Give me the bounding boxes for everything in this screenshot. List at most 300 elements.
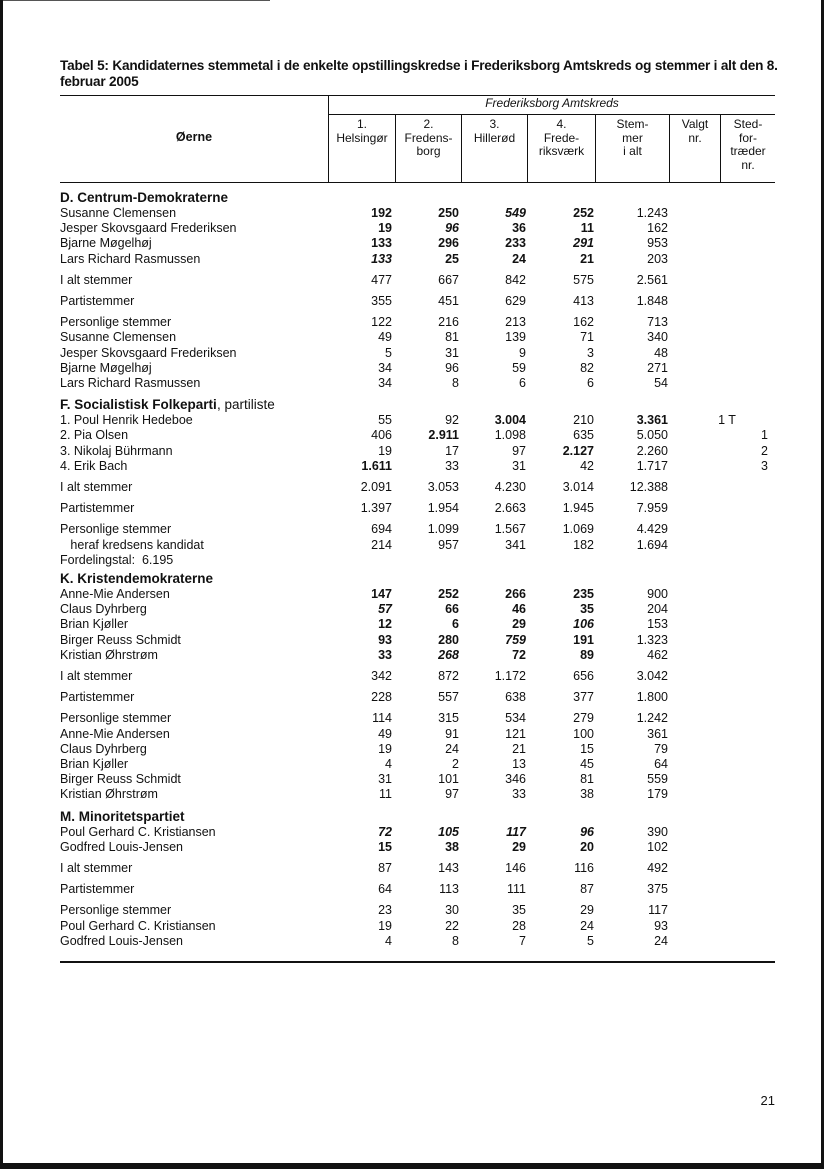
table-cell: 235: [573, 587, 594, 601]
table-cell: 12.388: [629, 480, 668, 494]
table-cell: 72: [378, 824, 392, 839]
table-cell: 5: [587, 933, 594, 948]
table-cell: 162: [647, 221, 668, 236]
table-cell: 25: [445, 251, 459, 266]
row-label: Lars Richard Rasmussen: [60, 251, 201, 266]
table-cell: 29: [580, 903, 594, 918]
table-cell: 3.053: [427, 480, 459, 494]
row-label: Kristian Øhrstrøm: [60, 787, 158, 802]
table-cell: 45: [580, 757, 594, 771]
table-cell: 31: [378, 772, 392, 787]
scan-edge-left: [0, 0, 3, 1169]
table-row: [60, 617, 780, 632]
table-cell: 46: [512, 602, 526, 617]
table-cell: 296: [438, 236, 459, 251]
table-cell: 35: [512, 903, 526, 918]
party-name: M. Minoritetspartiet: [60, 808, 185, 824]
table-cell: 87: [580, 882, 594, 897]
table-row: [60, 444, 780, 459]
table-row: [60, 840, 780, 855]
table-row: [60, 861, 780, 876]
table-cell: 1.800: [636, 690, 668, 705]
table-cell: 24: [654, 933, 668, 948]
table-cell: 6: [519, 376, 526, 390]
table-cell: 638: [505, 690, 526, 705]
table-row: [60, 428, 780, 443]
table-cell: 213: [505, 315, 526, 330]
table-cell: 1.099: [427, 522, 459, 537]
table-cell: 2: [761, 443, 768, 458]
table-cell: 31: [445, 345, 459, 360]
table-cell: 2.911: [428, 428, 459, 443]
row-label: Jesper Skovsgaard Frederiksen: [60, 221, 237, 236]
table-cell: 534: [505, 711, 526, 726]
table-cell: 204: [647, 602, 668, 617]
party-suffix: , partiliste: [217, 397, 275, 413]
table-cell: 59: [512, 360, 526, 375]
col-header-stemmer-i-alt: [596, 118, 669, 159]
row-label: Partistemmer: [60, 690, 135, 705]
table-cell: 1.098: [494, 428, 526, 443]
table-cell: 842: [505, 272, 526, 287]
table-cell: 210: [573, 413, 594, 428]
table-cell: 549: [505, 206, 526, 220]
table-cell: 96: [445, 360, 459, 375]
table-cell: 2.561: [636, 272, 668, 287]
col-header-valgt: [670, 118, 720, 145]
row-label: Birger Reuss Schmidt: [60, 632, 181, 647]
table-cell: 11: [580, 221, 594, 236]
table-cell: 82: [580, 360, 594, 375]
col-header-line: 3.: [489, 117, 500, 131]
table-cell: 13: [512, 757, 526, 771]
table-cell: 629: [505, 294, 526, 308]
col-header-line: Stem-: [616, 117, 649, 131]
table-cell: 252: [573, 206, 594, 220]
table-cell: 113: [439, 882, 459, 897]
table-cell: 93: [654, 918, 668, 933]
table-cell: 1.694: [636, 537, 668, 552]
table-cell: 462: [647, 647, 668, 662]
table-cell: 214: [371, 537, 392, 552]
row-label: Lars Richard Rasmussen: [60, 376, 201, 390]
table-row: [60, 294, 780, 309]
table-cell: 342: [371, 669, 392, 683]
table-row: [60, 480, 780, 495]
table-cell: 575: [573, 272, 594, 287]
table-cell: 28: [512, 918, 526, 933]
row-label: Claus Dyhrberg: [60, 741, 147, 756]
table-cell: 5.050: [636, 428, 668, 443]
table-cell: 1.945: [562, 501, 594, 516]
table-row: [60, 315, 780, 330]
table-row: [60, 757, 780, 772]
col-header-line: Valgt: [681, 117, 709, 131]
party-heading-row: [60, 571, 780, 586]
table-cell: 133: [371, 251, 392, 266]
table-cell: 116: [574, 861, 594, 875]
row-label: Personlige stemmer: [60, 711, 172, 726]
table-cell: 64: [378, 882, 392, 897]
table-cell: 21: [512, 741, 526, 756]
col-header-stedfortraeder: [721, 118, 775, 172]
table-cell: 42: [580, 458, 594, 473]
table-cell: 64: [654, 757, 668, 771]
table-cell: 1.172: [494, 669, 526, 683]
table-row: [60, 236, 780, 251]
table-cell: 24: [445, 741, 459, 756]
table-cell: 477: [371, 272, 392, 287]
table-cell: 102: [647, 839, 668, 854]
table-row: [60, 882, 780, 897]
table-cell: 900: [647, 587, 668, 601]
table-cell: 117: [506, 824, 526, 839]
table-cell: 12: [378, 617, 392, 632]
row-label: I alt stemmer: [60, 480, 133, 494]
table-cell: 266: [505, 587, 526, 601]
party-heading-row: [60, 397, 780, 412]
table-cell: 355: [371, 294, 392, 308]
table-cell: 1.069: [562, 522, 594, 537]
table-cell: 81: [580, 772, 594, 787]
row-label: Susanne Clemensen: [60, 206, 177, 220]
table-cell: 117: [648, 903, 668, 918]
party-name: D. Centrum-Demokraterne: [60, 190, 229, 205]
table-cell: 341: [505, 537, 526, 552]
table-cell: 216: [438, 315, 459, 330]
row-label: Birger Reuss Schmidt: [60, 772, 181, 787]
table-cell: 182: [573, 537, 594, 552]
table-cell: 147: [371, 587, 392, 601]
table-cell: 33: [445, 458, 459, 473]
table-cell: 7.959: [636, 501, 668, 516]
table-cell: 1.717: [636, 458, 668, 473]
table-row: [60, 413, 780, 428]
table-cell: 143: [438, 861, 459, 875]
table-cell: 87: [378, 861, 392, 875]
col-header-line: nr.: [688, 130, 702, 145]
table-cell: 1 T: [718, 413, 736, 428]
col-header-line: Sted-: [733, 117, 763, 131]
table-cell: 93: [378, 632, 392, 647]
row-label: Kristian Øhrstrøm: [60, 647, 158, 662]
table-cell: 957: [438, 537, 459, 552]
table-cell: 36: [512, 221, 526, 236]
table-cell: 953: [647, 236, 668, 251]
table-cell: 15: [580, 741, 594, 756]
table-cell: 11: [379, 787, 392, 802]
table-cell: 315: [438, 711, 459, 726]
table-cell: 106: [573, 617, 594, 632]
party-heading-row: [60, 809, 780, 824]
table-cell: 713: [647, 315, 668, 330]
table-cell: 97: [445, 787, 459, 802]
table-cell: 1.323: [636, 632, 668, 647]
table-cell: 20: [580, 839, 594, 854]
row-label: Bjarne Møgelhøj: [60, 236, 152, 251]
row-label: Poul Gerhard C. Kristiansen: [60, 918, 216, 933]
header-bottom-rule: [60, 182, 775, 183]
table-cell: 92: [445, 413, 459, 428]
table-cell: 100: [573, 726, 594, 741]
table-row: [60, 633, 780, 648]
table-cell: 121: [505, 726, 526, 741]
table-cell: 2.260: [636, 443, 668, 458]
table-cell: 33: [512, 787, 526, 802]
table-row: [60, 602, 780, 617]
table-cell: 3.014: [562, 480, 594, 494]
table-cell: 340: [647, 330, 668, 345]
table-cell: 29: [512, 617, 526, 632]
table-cell: 5: [385, 345, 392, 360]
row-label: 2. Pia Olsen: [60, 428, 129, 443]
table-cell: 3.004: [494, 413, 526, 428]
col-header-line: træder: [730, 144, 766, 158]
row-label: Anne-Mie Andersen: [60, 587, 170, 601]
table-cell: 413: [573, 294, 594, 308]
table-cell: 233: [505, 236, 526, 251]
table-cell: 97: [512, 443, 526, 458]
row-label-header: Øerne: [175, 130, 213, 144]
table-cell: 3.042: [636, 669, 668, 683]
party-name: K. Kristendemokraterne: [60, 571, 214, 586]
table-cell: 1.611: [361, 458, 392, 473]
row-label: heraf kredsens kandidat: [60, 537, 204, 552]
table-row: [60, 221, 780, 236]
table-cell: 54: [654, 376, 668, 390]
row-label: Claus Dyhrberg: [60, 602, 147, 617]
table-row: [60, 346, 780, 361]
row-label: Partistemmer: [60, 882, 135, 897]
table-row: [60, 361, 780, 376]
table-cell: 81: [445, 330, 459, 345]
table-cell: 101: [438, 772, 459, 787]
col-header-line: Helsingør: [336, 130, 388, 145]
table-row: [60, 787, 780, 802]
col-header-line: i alt: [623, 144, 642, 158]
col-header-line: Hillerød: [473, 130, 516, 145]
table-cell: 21: [580, 251, 594, 266]
row-label: Brian Kjøller: [60, 617, 129, 632]
table-cell: 291: [573, 236, 594, 251]
table-cell: 38: [580, 787, 594, 802]
col-header-line: riksværk: [538, 144, 585, 158]
table-cell: 57: [378, 602, 392, 617]
table-cell: 377: [573, 690, 594, 705]
table-bottom-rule: [60, 961, 775, 963]
scan-edge-top: [0, 0, 270, 1]
table-row: [60, 206, 780, 221]
table-cell: 31: [512, 458, 526, 473]
table-cell: 22: [445, 918, 459, 933]
table-cell: 4: [385, 757, 392, 771]
col-header-line: 4.: [556, 117, 567, 131]
table-cell: 30: [445, 903, 459, 918]
table-cell: 203: [647, 251, 668, 266]
table-row: [60, 742, 780, 757]
table-cell: 271: [647, 360, 668, 375]
table-cell: 66: [445, 602, 459, 617]
row-label: Jesper Skovsgaard Frederiksen: [60, 345, 237, 360]
table-cell: 451: [438, 294, 459, 308]
row-label: Personlige stemmer: [60, 522, 172, 537]
table-cell: 91: [445, 726, 459, 741]
table-cell: 656: [573, 669, 594, 683]
table-cell: 252: [438, 587, 459, 601]
table-cell: 24: [512, 251, 526, 266]
table-cell: 2.663: [494, 501, 526, 516]
table-cell: 667: [438, 272, 459, 287]
table-cell: 279: [573, 711, 594, 726]
table-cell: 19: [378, 221, 392, 236]
table-row: [60, 273, 780, 288]
table-cell: 1.848: [636, 294, 668, 308]
col-header-hillerod: [462, 118, 527, 145]
row-label: Anne-Mie Andersen: [60, 726, 170, 741]
col-header-line: for-: [739, 130, 757, 145]
row-label: Godfred Louis-Jensen: [60, 839, 183, 854]
table-cell: 55: [378, 413, 392, 428]
row-label: I alt stemmer: [60, 861, 133, 875]
table-row: [60, 772, 780, 787]
table-cell: 79: [654, 741, 668, 756]
table-row: [60, 727, 780, 742]
table-row: [60, 648, 780, 663]
col-header-line: 2.: [423, 117, 434, 131]
table-cell: 96: [580, 824, 594, 839]
table-cell: 406: [371, 428, 392, 443]
table-row: [60, 459, 780, 474]
table-row: [60, 376, 780, 391]
col-header-line: 1.: [356, 117, 367, 131]
row-label: I alt stemmer: [60, 272, 133, 287]
row-label: Brian Kjøller: [60, 757, 129, 771]
table-cell: 635: [573, 428, 594, 443]
table-row: [60, 669, 780, 684]
table-title: Tabel 5: Kandidaternes stemmetal i de enkelte opstillingskredse i Frederiksborg Amtskreds og stemmer i alt den 8. februar 2005: [60, 58, 778, 89]
table-cell: 559: [647, 772, 668, 787]
table-cell: 111: [506, 882, 526, 897]
table-cell: 19: [378, 918, 392, 933]
table-cell: 49: [378, 330, 392, 345]
row-label: Personlige stemmer: [60, 903, 172, 918]
col-header-fredensborg: [396, 118, 461, 159]
row-label: Fordelingstal: 6.195: [60, 552, 174, 567]
table-cell: 3: [761, 458, 768, 473]
table-cell: 17: [445, 443, 459, 458]
table-cell: 24: [580, 918, 594, 933]
table-cell: 146: [505, 861, 526, 875]
row-label: Poul Gerhard C. Kristiansen: [60, 824, 216, 839]
table-cell: 872: [438, 669, 459, 683]
table-cell: 162: [573, 315, 594, 330]
table-cell: 34: [378, 376, 392, 390]
table-cell: 3: [587, 345, 594, 360]
table-cell: 2: [452, 757, 459, 771]
amtskreds-group-header: Frederiksborg Amtskreds: [485, 96, 619, 110]
table-cell: 192: [371, 206, 392, 220]
row-label: Partistemmer: [60, 501, 135, 516]
table-cell: 8: [452, 933, 459, 948]
table-cell: 1.397: [360, 501, 392, 516]
table-cell: 19: [378, 443, 392, 458]
table-cell: 2.127: [562, 443, 594, 458]
table-cell: 191: [573, 632, 594, 647]
table-cell: 133: [371, 236, 392, 251]
row-label: Bjarne Møgelhøj: [60, 360, 152, 375]
col-header-line: Frede-: [543, 130, 580, 145]
party-name: F. Socialistisk Folkeparti: [60, 397, 217, 413]
page-number: 21: [760, 1093, 775, 1108]
row-label: 3. Nikolaj Bührmann: [60, 443, 173, 458]
table-cell: 34: [378, 360, 392, 375]
table-cell: 228: [371, 690, 392, 705]
row-label: Partistemmer: [60, 294, 135, 308]
table-row: [60, 501, 780, 516]
table-row: [60, 825, 780, 840]
table-cell: 280: [438, 632, 459, 647]
table-cell: 694: [371, 522, 392, 537]
table-cell: 6: [587, 376, 594, 390]
col-header-line: borg: [416, 144, 441, 158]
col-header-line: nr.: [741, 157, 755, 172]
table-cell: 19: [378, 741, 392, 756]
table-cell: 49: [378, 726, 392, 741]
row-label: Susanne Clemensen: [60, 330, 177, 345]
table-cell: 557: [438, 690, 459, 705]
table-cell: 105: [438, 824, 459, 839]
table-cell: 122: [371, 315, 392, 330]
table-cell: 1.242: [636, 711, 668, 726]
table-cell: 1.567: [494, 522, 526, 537]
table-cell: 89: [580, 647, 594, 662]
table-cell: 346: [505, 772, 526, 787]
table-cell: 759: [505, 632, 526, 647]
row-label: Personlige stemmer: [60, 315, 172, 330]
table-cell: 33: [378, 647, 392, 662]
table-cell: 29: [512, 839, 526, 854]
table-cell: 250: [438, 206, 459, 220]
table-cell: 492: [647, 861, 668, 875]
table-cell: 15: [378, 839, 392, 854]
table-cell: 375: [647, 882, 668, 897]
table-cell: 2.091: [360, 480, 392, 494]
col-header-line: mer: [622, 130, 643, 145]
table-cell: 1.954: [427, 501, 459, 516]
row-label: 1. Poul Henrik Hedeboe: [60, 413, 193, 428]
table-cell: 153: [647, 617, 668, 632]
table-cell: 72: [512, 647, 526, 662]
table-cell: 96: [445, 221, 459, 236]
table-cell: 23: [378, 903, 392, 918]
table-row: [60, 587, 780, 602]
table-cell: 179: [647, 787, 668, 802]
table-row: [60, 934, 780, 949]
table-cell: 1.243: [636, 206, 668, 220]
party-heading-row: [60, 190, 780, 205]
table-row: [60, 919, 780, 934]
table-cell: 4: [385, 933, 392, 948]
table-cell: 8: [452, 376, 459, 390]
table-row: [60, 538, 780, 553]
table-cell: 9: [519, 345, 526, 360]
scan-edge-bottom: [0, 1163, 824, 1169]
table-cell: 268: [438, 647, 459, 662]
col-header-helsingor: [329, 118, 395, 145]
table-row: [60, 330, 780, 345]
table-cell: 1: [761, 428, 768, 443]
table-cell: 35: [580, 602, 594, 617]
